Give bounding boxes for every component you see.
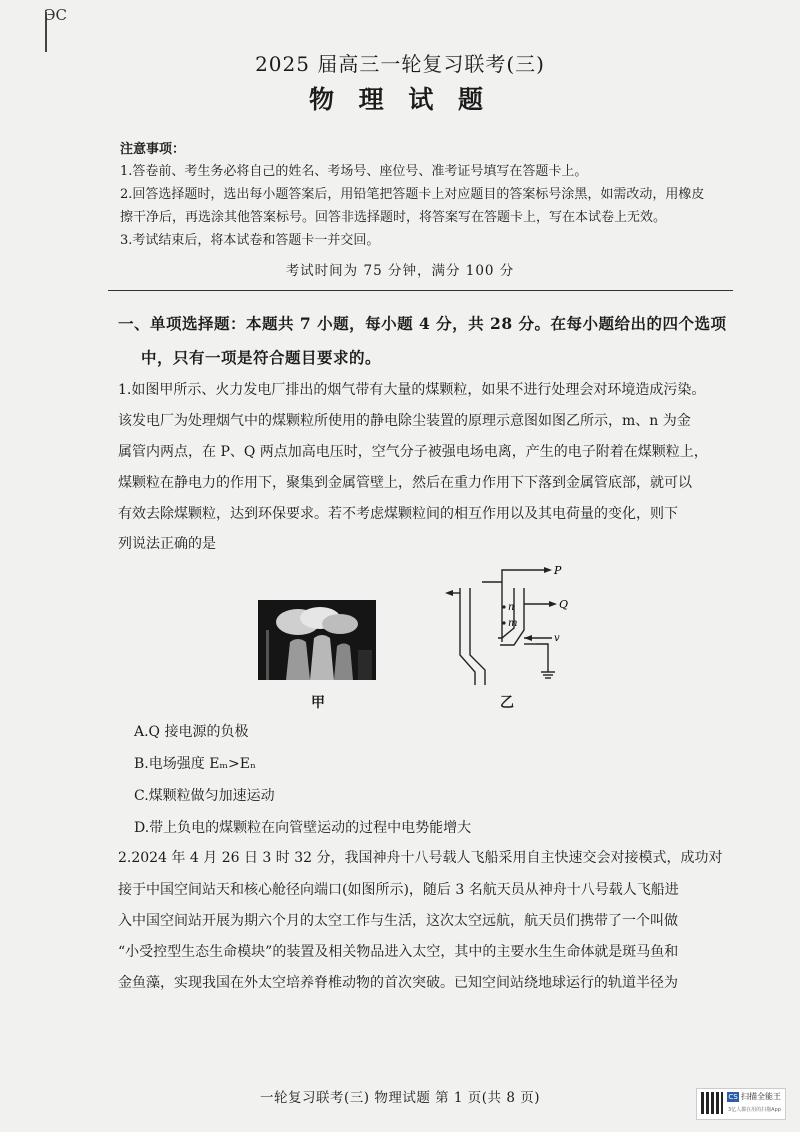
- q1-line-2: 该发电厂为处理烟气中的煤颗粒所使用的静电除尘装置的原理示意图如图乙所示，m、n 为金: [118, 413, 691, 429]
- q2-line-5: 金鱼藻，实现我国在外太空培养脊椎动物的首次突破。已知空间站绕地球运行的轨道半径为: [118, 975, 678, 991]
- label-m: m: [508, 618, 518, 629]
- power-plant-photo: [258, 600, 376, 680]
- label-v: v: [554, 633, 560, 644]
- fig-b-caption: 乙: [500, 695, 514, 711]
- fig-a-caption: 甲: [311, 695, 325, 711]
- corner-mark: ЭC: [44, 6, 67, 24]
- q1-line-1: 1.如图甲所示、火力发电厂排出的烟气带有大量的煤颗粒，如果不进行处理会对环境造成污染。: [118, 382, 706, 398]
- scanner-name: 扫描全能王: [741, 1092, 781, 1101]
- q2-line-1: 2.2024 年 4 月 26 日 3 时 32 分，我国神舟十八号载人飞船采用自主快速交会对接模式，成功对: [118, 850, 723, 866]
- qr-code-icon: [701, 1092, 723, 1114]
- note-item-2-cont: 擦干净后，再选涂其他答案标号。回答非选择题时，将答案写在答题卡上，写在本试卷上无效。: [120, 210, 667, 225]
- divider-rule: [108, 290, 733, 291]
- scanner-logo: CS: [728, 1093, 738, 1101]
- notes-heading: 注意事项：: [120, 142, 186, 157]
- q1-line-6: 列说法正确的是: [118, 536, 216, 552]
- label-n: n: [508, 602, 515, 613]
- note-item-3: 3.考试结束后，将本试卷和答题卡一并交回。: [120, 233, 380, 248]
- label-p: P: [554, 564, 562, 577]
- q1-option-d: D.带上负电的煤颗粒在向管壁运动的过程中电势能增大: [134, 820, 472, 836]
- q2-line-4: “小受控型生态生命模块”的装置及相关物品进入太空，其中的主要水生生命体就是斑马鱼和: [118, 944, 679, 960]
- q1-line-3: 属管内两点，在 P、Q 两点加高电压时，空气分子被强电场电离，产生的电子附着在煤颗粒上，: [118, 444, 708, 460]
- q1-line-5: 有效去除煤颗粒，达到环保要求。若不考虑煤颗粒间的相互作用以及其电荷量的变化，则下: [118, 506, 678, 522]
- section-heading: 一、单项选择题：本题共 7 小题，每小题 4 分，共 28 分。在每小题给出的四个选项: [118, 314, 727, 333]
- precipitator-diagram: [440, 560, 580, 690]
- q1-option-b: B.电场强度 Eₘ>Eₙ: [134, 756, 257, 772]
- note-item-1: 1.答卷前、考生务必将自己的姓名、考场号、座位号、准考证号填写在答题卡上。: [120, 164, 588, 179]
- label-q: Q: [559, 598, 569, 611]
- note-item-2: 2.回答选择题时，选出每小题答案后，用铅笔把答题卡上对应题目的答案标号涂黑，如需改动，用橡皮: [120, 187, 705, 202]
- q1-option-c: C.煤颗粒做匀加速运动: [134, 788, 275, 804]
- exam-title: 2025 届高三一轮复习联考(三): [255, 52, 545, 76]
- q2-line-3: 入中国空间站开展为期六个月的太空工作与生活，这次太空远航，航天员们携带了一个叫做: [118, 913, 678, 929]
- q1-line-4: 煤颗粒在静电力的作用下，聚集到金属管壁上，然后在重力作用下下落到金属管底部，就可以: [118, 475, 692, 491]
- exam-time-line: 考试时间为 75 分钟，满分 100 分: [285, 263, 515, 279]
- page-footer: 一轮复习联考(三) 物理试题 第 1 页(共 8 页): [260, 1090, 540, 1106]
- subject-title: 物 理 试 题: [308, 85, 492, 114]
- q2-line-2: 接于中国空间站天和核心舱径向端口(如图所示)，随后 3 名航天员从神舟十八号载人飞船进: [118, 882, 679, 898]
- scanner-tagline: 3亿人都在用的扫描App: [728, 1107, 781, 1113]
- section-heading-cont: 中，只有一项是符合题目要求的。: [141, 348, 382, 367]
- q1-option-a: A.Q 接电源的负极: [134, 724, 249, 740]
- scanner-watermark: [696, 1088, 786, 1120]
